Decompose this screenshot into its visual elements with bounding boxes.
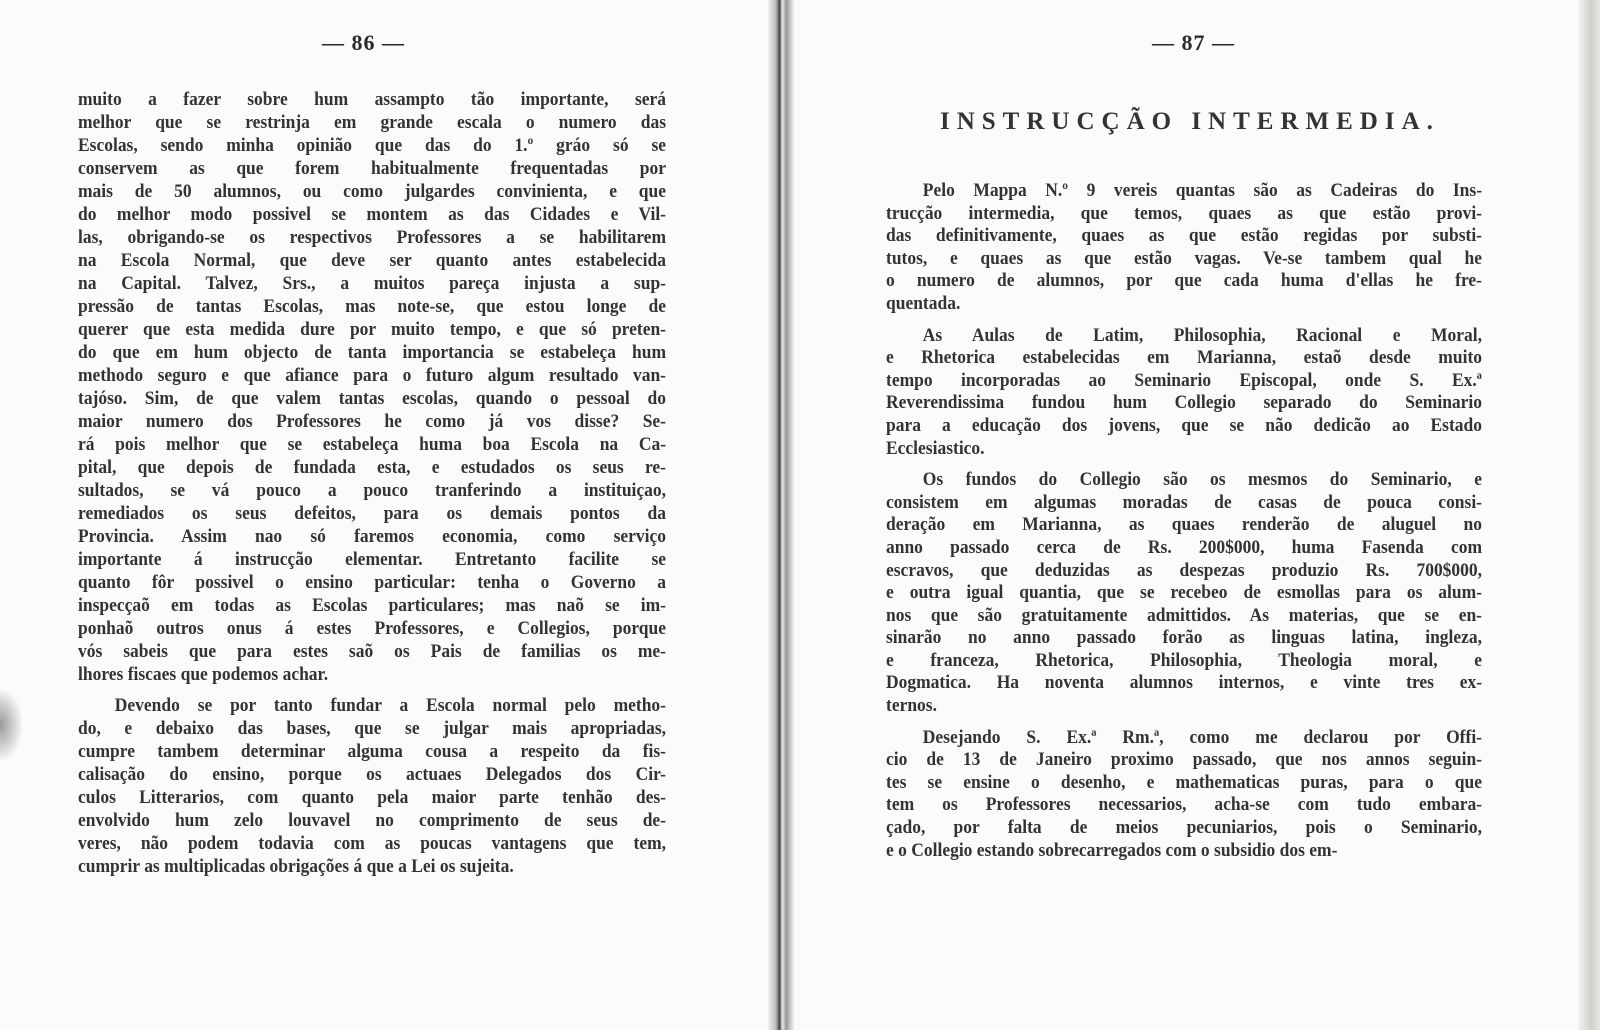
text-line: e Rhetorica estabelecidas em Marianna, estaõ desde muito [886, 347, 1483, 369]
paragraph [886, 727, 1482, 863]
text-line: vós sabeis que para estes saõ os Pais de familias os me- [78, 641, 667, 662]
paragraph [886, 325, 1482, 461]
text-line: o numero de alumnos, por que cada huma d'ellas he fre- [886, 270, 1483, 292]
paragraph [886, 469, 1482, 718]
text-line: tes se ensine o desenho, e mathematicas puras, para o que [886, 771, 1483, 793]
text-line: na Escola Normal, que deve ser quanto antes estabelecida [78, 250, 667, 271]
text-line: Devendo se por tanto fundar a Escola normal pelo metho- [114, 695, 667, 716]
text-line: pressão de tantas Escolas, mas note-se, que estou longe de [78, 296, 667, 317]
text-line: ponhaõ outros onus á estes Professores, e Collegios, porque [78, 618, 667, 639]
scan-smudge [0, 690, 22, 760]
text-line: methodo seguro e que afiance para o futuro algum resultado van- [78, 365, 667, 386]
text-line: rá pois melhor que se estabeleça huma boa Escola na Ca- [78, 434, 667, 455]
text-line: tem os Professores necessarios, acha-se com tudo embara- [886, 794, 1483, 816]
text-line: das definitivamente, quaes as que estão regidas por substi- [886, 225, 1483, 247]
text-line: cio de 13 de Janeiro proximo passado, que nos annos seguin- [886, 749, 1483, 771]
text-line: e outra igual quantia, que se recebeo de esmollas para os alum- [886, 582, 1483, 604]
text-line: culos Litterarios, com quanto pela maior parte tenhão des- [78, 787, 667, 808]
page-edge [1578, 0, 1600, 1030]
text-line: pital, que depois de fundada esta, e estudados os seus re- [78, 457, 667, 478]
text-line: consistem em algumas moradas de casas de pouca consi- [886, 491, 1483, 513]
text-line: Pelo Mappa N.º 9 vereis quantas são as Cadeiras do Ins- [922, 180, 1483, 201]
text-line: Ecclesiastico. [886, 437, 985, 459]
text-line: trucção intermedia, que temos, quaes as que estão provi- [886, 202, 1483, 224]
text-line: Dogmatica. Ha noventa alumnos internos, e vinte tres ex- [886, 672, 1483, 694]
text-line: Reverendissima fundou hum Collegio separado do Seminario [886, 392, 1483, 414]
text-line: quanto fôr possivel o ensino particular: tenha o Governo a [78, 572, 667, 593]
text-line: melhor que se restrinja em grande escala o numero das [78, 112, 667, 133]
text-line: do, e debaixo das bases, que se julgar mais apropriadas, [78, 718, 667, 739]
text-line: sinarão no anno passado forão as linguas latina, ingleza, [886, 627, 1483, 649]
left-page-number: — 86 — [322, 30, 405, 55]
text-line: do que em hum objecto de tanta importancia se estabeleça hum [78, 342, 667, 363]
section-title: INSTRUCÇÃO INTERMEDIA. [940, 108, 1440, 135]
text-line: cumpre tambem determinar alguma cousa a respeito da fis- [78, 741, 667, 762]
text-line: Escolas, sendo minha opinião que das do 1.º gráo só se [78, 135, 667, 156]
text-line: çado, por falta de meios pecuniarios, pois o Seminario, [886, 817, 1483, 839]
text-line: e o Collegio estando sobrecarregados com o subsidio dos em- [886, 839, 1338, 861]
book-gutter [768, 0, 794, 1030]
text-line: na Capital. Talvez, Srs., a muitos pareça injusta a sup- [78, 273, 667, 294]
text-line: anno passado cerca de Rs. 200$000, huma Fasenda com [886, 536, 1483, 558]
text-line: envolvido hum zelo louvavel no comprimento de seus de- [78, 810, 667, 831]
text-line: quentada. [886, 292, 961, 314]
text-line: lhores fiscaes que podemos achar. [78, 664, 329, 685]
text-line: e franceza, Rhetorica, Philosophia, Theologia moral, e [886, 649, 1483, 671]
text-line: tutos, e quaes as que estão vagas. Ve-se tambem qual he [886, 247, 1483, 269]
text-line: cumprir as multiplicadas obrigações á que a Lei os sujeita. [78, 856, 514, 877]
text-line: deração em Marianna, as quaes renderão de aluguel no [886, 514, 1483, 536]
text-line: maior numero dos Professores he como já vos disse? Se- [78, 411, 667, 432]
right-page-number: — 87 — [1152, 30, 1235, 55]
text-line: conservem as que forem habitualmente frequentadas por [78, 158, 667, 179]
text-line: Provincia. Assim nao só faremos economia, como serviço [78, 526, 667, 547]
text-line: inspecçaõ em todas as Escolas particulares; mas naõ se im- [78, 595, 667, 616]
paragraph [78, 694, 666, 878]
text-line: muito a fazer sobre hum assampto tão importante, será [78, 89, 667, 110]
text-line: do melhor modo possivel se montem as das Cidades e Vil- [78, 204, 667, 225]
text-line: para a educação dos jovens, que se não dedicão ao Estado [886, 414, 1483, 436]
text-line: tempo incorporadas ao Seminario Episcopal, onde S. Ex.ª [886, 369, 1483, 391]
text-line: importante á instrucção elementar. Entretanto facilite se [78, 549, 667, 570]
text-line: veres, não podem todavia com as poucas vantagens que tem, [78, 833, 667, 854]
text-line: querer que esta medida dure por muito tempo, e que só preten- [78, 319, 667, 340]
paragraph [78, 88, 666, 686]
text-line: las, obrigando-se os respectivos Professores a se habilitarem [78, 227, 667, 248]
paragraph [886, 180, 1482, 316]
text-line: calisação do ensino, porque os actuaes Delegados dos Cir- [78, 764, 667, 785]
text-line: remediados os seus defeitos, para os demais pontos da [78, 503, 667, 524]
text-line: nos que são gratuitamente admittidos. As materias, que se en- [886, 604, 1483, 626]
text-line: Desejando S. Ex.ª Rm.ª, como me declarou por Offi- [922, 726, 1483, 748]
text-line: ternos. [886, 695, 937, 717]
text-line: mais de 50 alumnos, ou como julgardes convinienta, e que [78, 181, 667, 202]
text-line: Os fundos do Collegio são os mesmos do Seminario, e [922, 469, 1483, 491]
text-line: sultados, se vá pouco a pouco tranferindo a instituiçao, [78, 480, 667, 501]
text-line: tajóso. Sim, de que valem tantas escolas, quando o pessoal do [78, 388, 667, 409]
text-line: escravos, que deduzidas as despezas produzio Rs. 700$000, [886, 559, 1483, 581]
right-page-text [886, 180, 1482, 871]
text-line: As Aulas de Latim, Philosophia, Racional e Moral, [922, 324, 1483, 346]
left-page-text [78, 88, 666, 886]
